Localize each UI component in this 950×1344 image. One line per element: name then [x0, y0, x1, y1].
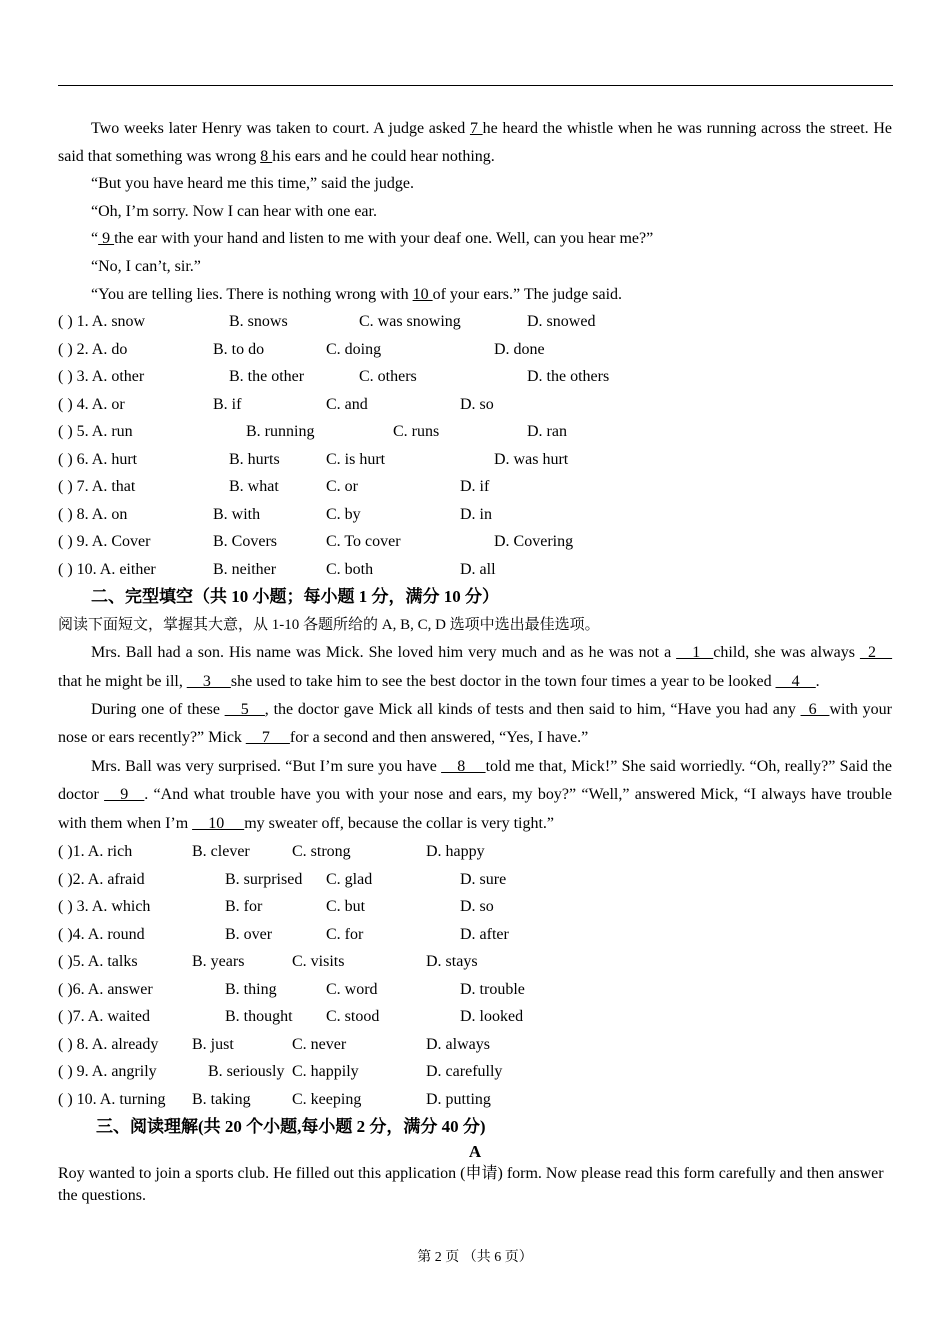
blank-7: 7 [469, 120, 483, 137]
header-rule [58, 85, 893, 86]
option-row: ( ) 1. A. snow B. snows C. was snowing D. snowed [58, 313, 596, 331]
option-row: ( )6. A. answer B. thing C. word D. trouble [58, 980, 525, 998]
option-row: ( ) 8. A. on B. with C. by D. in [58, 505, 492, 523]
option-row: ( ) 9. A. Cover B. Covers C. To cover D. Covering [58, 533, 574, 551]
blank-8: 8 [260, 147, 273, 165]
option-row: ( ) 10. A. either B. neither C. both D. all [58, 560, 496, 578]
passage-a-title: A [468, 1142, 482, 1161]
blank-2: _2__ [860, 644, 893, 662]
option-row: ( ) 9. A. angrily B. seriously C. happily D. carefully [58, 1063, 503, 1080]
page-content [58, 115, 892, 1207]
option-row: ( ) 4. A. or B. if C. and D. so [58, 395, 494, 413]
blank-1: __1_ [676, 644, 714, 662]
page-footer: 第 2 页 （共 6 页） [417, 1250, 533, 1265]
passage-paragraph: During one of these __5__, the doctor gave Mick all kinds of tests and then said to him, “Have you had any _6_ with your nose or ears recently?” Mick __7__ for a second and then answered, “Yes, I have.” [58, 700, 893, 747]
passage-paragraph: Mrs. Ball had a son. His name was Mick. She loved him very much and as he was not a __1_ child, she was always _2__ that he might be ill, __3__ she used to take him to see the best doctor in the town four times a year to be looked __4__. [58, 644, 893, 690]
option-row: ( ) 5. A. run B. running C. runs D. ran [58, 423, 567, 441]
passage-paragraph: “Oh, I’m sorry. Now I can hear with one ear. [91, 202, 377, 220]
option-row: ( )7. A. waited B. thought C. stood D. looked [58, 1008, 524, 1025]
section1-options [58, 308, 892, 583]
passage-paragraph: “No, I can’t, sir.” [91, 257, 201, 275]
option-row: ( ) 2. A. do B. to do C. doing D. done [58, 340, 545, 358]
option-row: ( ) 7. A. that B. what C. or D. if [58, 478, 490, 496]
option-row: ( ) 6. A. hurt B. hurts C. is hurt D. was hurt [58, 450, 569, 468]
option-row: ( )2. A. afraid B. surprised C. glad D. sure [58, 870, 507, 888]
blank-5: __5__ [224, 700, 265, 718]
blank-9: __9__ [104, 786, 145, 804]
blank-10: __10__ [192, 814, 245, 832]
blank-4: __4__ [775, 672, 816, 690]
option-row: ( )4. A. round B. over C. for D. after [58, 925, 509, 943]
blank-6: _6_ [800, 700, 830, 718]
blank-10: 10 [412, 285, 433, 303]
blank-8: __8__ [441, 757, 486, 775]
section3-heading: 三、阅读理解(共 20 个小题,每小题 2 分，满分 40 分) [96, 1117, 486, 1136]
option-row: ( )1. A. rich B. clever C. strong D. happy [58, 843, 485, 860]
passage-a-intro: Roy wanted to join a sports club. He filled out this application (申请) form. Now please read this form carefully and then answer the questions. [58, 1165, 884, 1204]
passage-paragraph: “But you have heard me this time,” said the judge. [91, 175, 415, 193]
section2-heading: 二、完型填空（共 10 小题；每小题 1 分，满分 10 分） [91, 587, 499, 607]
option-row: ( ) 3. A. other B. the other C. others D. the others [58, 368, 610, 386]
option-row: ( ) 8. A. already B. just C. never D. always [58, 1035, 490, 1053]
option-row: ( ) 3. A. which B. for C. but D. so [58, 898, 494, 915]
section2-instruction: 阅读下面短文，掌握其大意，从 1-10 各题所给的 A, B, C, D 选项中选出最佳选项。 [58, 617, 600, 634]
passage-paragraph: Two weeks later Henry was taken to court. A judge asked 7 he heard the whistle when he was running across the street. He said that something was wrong 8 his ears and he could hear nothing. [58, 120, 893, 165]
section2-options [58, 838, 892, 1113]
option-row: ( )5. A. talks B. years C. visits D. stays [58, 953, 478, 970]
passage-paragraph: “ 9 the ear with your hand and listen to me with your deaf one. Well, can you hear me?” [91, 230, 654, 248]
blank-3: __3__ [186, 672, 231, 690]
blank-7: __7__ [245, 729, 290, 747]
blank-9: 9 [98, 230, 115, 248]
passage-paragraph: Mrs. Ball was very surprised. “But I’m sure you have __8__ told me that, Mick!” She said worriedly. “Oh, really?” Said the doctor __9__. “And what trouble have you with your nose and ears, my boy?” “Well,” answered Mick, “I always have trouble with them when I’m __10__ my sweater off, because the collar is very tight.” [58, 757, 893, 832]
option-row: ( ) 10. A. turning B. taking C. keeping D. putting [58, 1090, 491, 1108]
passage-paragraph: “You are telling lies. There is nothing wrong with 10 of your ears.” The judge said. [91, 285, 623, 303]
